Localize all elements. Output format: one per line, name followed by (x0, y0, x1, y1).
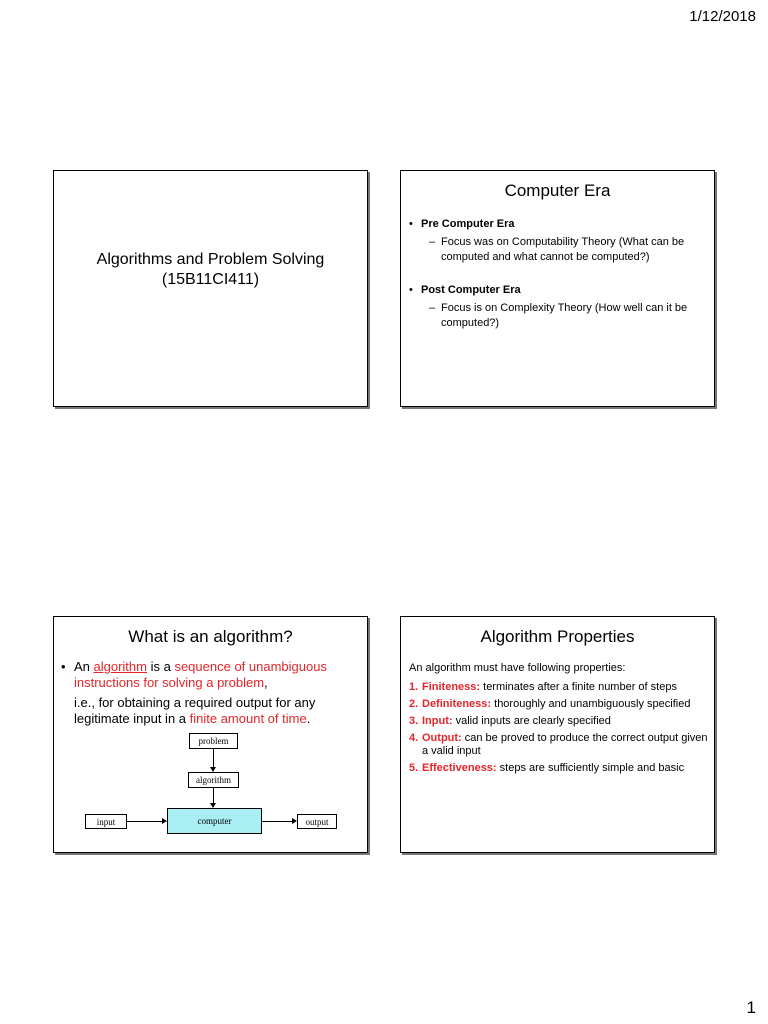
slide-computer-era (400, 170, 715, 407)
text-segment: i.e., for obtaining a required output for any legitimate input in a (74, 695, 316, 726)
course-title (54, 250, 367, 290)
bullet-heading: Pre Computer Era (421, 218, 515, 230)
input-box: input (85, 814, 127, 829)
arrow-right-icon (162, 818, 167, 824)
item-number: 2. (409, 698, 419, 710)
bullet-icon: • (409, 284, 413, 296)
property-term: Input: (422, 715, 453, 727)
connector-line (213, 749, 214, 768)
slide-title (53, 170, 368, 407)
bullet-icon: • (409, 218, 413, 230)
sub-bullet (409, 301, 708, 331)
highlight-finite-time: finite amount of time (189, 711, 307, 726)
list-item (409, 698, 708, 711)
properties-list (409, 681, 708, 779)
definition-text (61, 659, 359, 727)
dash-icon: – (429, 236, 436, 248)
item-number: 3. (409, 715, 419, 727)
problem-box: problem (189, 733, 238, 749)
item-number: 5. (409, 762, 419, 774)
text-segment: is a (146, 659, 175, 674)
connector-line (127, 821, 163, 822)
definition-line2 (61, 695, 359, 727)
item-number: 4. (409, 732, 419, 744)
connector-line (262, 821, 293, 822)
output-box: output (297, 814, 337, 829)
connector-line (213, 788, 214, 804)
page-number: 1 (746, 998, 756, 1017)
highlight-sequence: sequence of unambiguous instructions for solving a problem (74, 659, 327, 690)
property-desc: can be proved to produce the correct output given a valid input (422, 732, 708, 757)
item-number: 1. (409, 681, 419, 693)
property-desc: thoroughly and unambiguously specified (491, 698, 691, 710)
algorithm-box: algorithm (188, 772, 239, 788)
properties-intro: An algorithm must have following properties: (409, 662, 626, 674)
sub-bullet-text: Focus was on Computability Theory (What can be computed and what cannot be computed?) (441, 236, 685, 263)
bullet-item (409, 283, 708, 298)
print-date: 1/12/2018 (689, 8, 756, 25)
slide-heading: Algorithm Properties (480, 627, 635, 646)
property-desc: steps are sufficiently simple and basic (496, 762, 685, 774)
list-item (409, 681, 708, 694)
list-item (409, 715, 708, 728)
list-item (409, 732, 708, 758)
computer-box: computer (167, 808, 262, 834)
bullet-item (409, 217, 708, 232)
property-desc: terminates after a finite number of steps (480, 681, 677, 693)
property-term: Definiteness: (422, 698, 492, 710)
bullet-heading: Post Computer Era (421, 284, 521, 296)
definition-line1 (61, 659, 359, 691)
property-desc: valid inputs are clearly specified (452, 715, 611, 727)
text-segment: , (264, 675, 268, 690)
slide-algorithm-properties (400, 616, 715, 853)
property-term: Effectiveness: (422, 762, 497, 774)
slide-heading: What is an algorithm? (128, 627, 293, 646)
text-segment: An (74, 659, 94, 674)
list-item (409, 762, 708, 775)
slide-heading: Computer Era (504, 181, 611, 200)
sub-bullet (409, 235, 708, 265)
property-term: Finiteness: (422, 681, 481, 693)
slide-what-is-algorithm (53, 616, 368, 853)
bullet-icon: • (61, 659, 66, 674)
sub-bullet-text: Focus is on Complexity Theory (How well can it be computed?) (441, 302, 688, 329)
algorithm-link-text: algorithm (93, 659, 147, 674)
dash-icon: – (429, 302, 436, 314)
course-title-line1: Algorithms and Problem Solving (96, 251, 325, 268)
property-term: Output: (422, 732, 462, 744)
text-segment: . (306, 711, 311, 726)
bullet-list (409, 217, 708, 331)
course-code: (15B11CI411) (161, 271, 260, 288)
